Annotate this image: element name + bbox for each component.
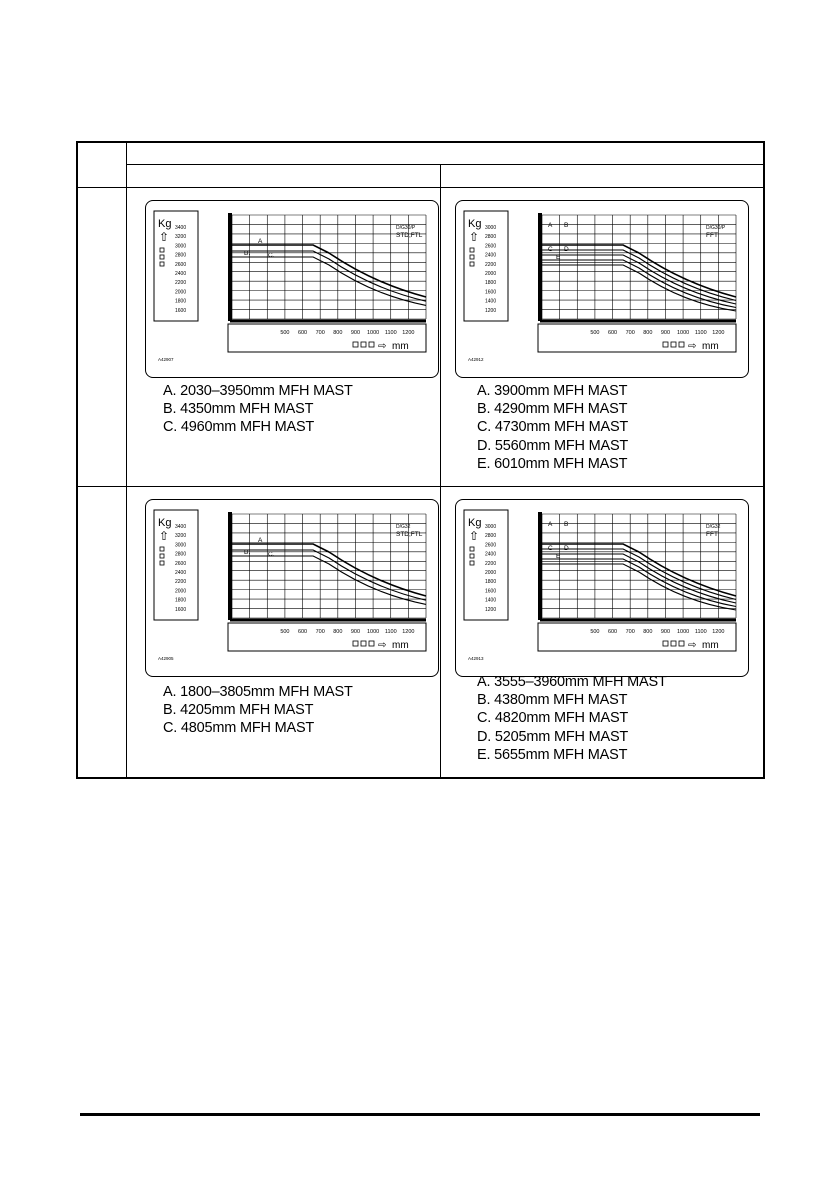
legend-item: B. 4290mm MFH MAST — [477, 401, 628, 418]
chart-code: A42913 — [468, 656, 484, 661]
y-tick-label: 3000 — [485, 225, 497, 231]
y-tick-label: 1800 — [175, 597, 187, 604]
y-tick-label: 2000 — [175, 289, 187, 296]
mast-type-label: FFT — [706, 232, 718, 239]
x-tick-label: 600 — [297, 330, 308, 336]
chart-panel — [455, 499, 749, 677]
curve-label: A — [258, 238, 263, 245]
y-tick-label: 2400 — [175, 271, 187, 277]
chart-legend — [163, 683, 353, 738]
y-direction-box-icon — [470, 561, 474, 565]
curve-label: C. — [268, 252, 275, 259]
y-tick-label: 2200 — [485, 560, 497, 567]
y-tick-label: 1600 — [175, 606, 187, 613]
x-direction-box-icon — [369, 342, 374, 347]
legend-item: B. 4350mm MFH MAST — [163, 401, 314, 418]
chart-legend — [477, 673, 667, 764]
x-tick-label: 500 — [590, 629, 600, 635]
y-direction-box-icon — [160, 554, 164, 558]
legend-item: A. 3555–3960mm MFH MAST — [477, 674, 667, 690]
capacity-curve — [232, 550, 426, 600]
y-tick-label: 2600 — [175, 560, 187, 567]
y-tick-label: 1600 — [485, 588, 497, 595]
y-direction-box-icon — [160, 561, 164, 565]
chart-legend — [477, 382, 628, 473]
x-axis-unit: mm — [702, 640, 719, 651]
header-divider — [126, 164, 763, 165]
y-axis-unit: Kg — [158, 218, 172, 230]
x-tick-label: 500 — [590, 330, 600, 336]
x-tick-label: 600 — [297, 629, 308, 635]
y-tick-label: 2800 — [175, 252, 187, 259]
chart-code: A42905 — [158, 656, 174, 661]
curve-label: B — [564, 222, 569, 229]
y-tick-label: 2400 — [485, 551, 497, 558]
x-tick-label: 1000 — [366, 330, 380, 336]
y-tick-label: 1800 — [175, 298, 187, 305]
y-direction-box-icon — [470, 262, 474, 266]
x-direction-box-icon — [353, 342, 358, 347]
y-tick-label: 1400 — [485, 298, 497, 305]
x-tick-label: 600 — [607, 330, 618, 336]
capacity-curve — [542, 250, 736, 301]
chart-cell-3 — [127, 487, 440, 777]
x-direction-box-icon — [361, 342, 366, 347]
right-arrow-icon: ⇨ — [378, 640, 387, 651]
curve-label: A — [548, 521, 553, 528]
up-arrow-icon: ⇧ — [159, 529, 170, 543]
right-arrow-icon: ⇨ — [688, 341, 697, 352]
load-chart — [456, 500, 750, 678]
y-direction-box-icon — [470, 248, 474, 252]
curve-label: B. — [244, 549, 251, 556]
x-tick-label: 800 — [333, 330, 343, 336]
legend-item: B. 4205mm MFH MAST — [163, 702, 314, 719]
footer-rule — [80, 1113, 760, 1116]
y-tick-label: 3200 — [175, 533, 187, 540]
x-tick-label: 800 — [333, 629, 343, 635]
y-tick-label: 2600 — [175, 261, 187, 268]
y-tick-label: 2200 — [175, 280, 187, 287]
y-axis-unit: Kg — [468, 517, 482, 529]
x-axis-unit: mm — [392, 341, 409, 352]
y-axis-unit: Kg — [468, 218, 482, 230]
curve-label: E — [556, 553, 561, 560]
chart-code: A42912 — [468, 357, 484, 362]
legend-item: E. 6010mm MFH MAST — [477, 455, 628, 472]
x-tick-label: 1200 — [402, 629, 415, 635]
y-tick-label: 3000 — [175, 542, 187, 549]
chart-cell-2 — [441, 188, 763, 486]
x-direction-box-icon — [663, 342, 668, 347]
curve-label: D — [564, 246, 569, 253]
y-tick-label: 2200 — [485, 261, 497, 268]
x-direction-box-icon — [671, 641, 676, 646]
y-tick-label: 2600 — [485, 243, 497, 250]
x-tick-label: 900 — [350, 330, 361, 336]
x-tick-label: 500 — [280, 629, 290, 635]
legend-item: C. 4805mm MFH MAST — [163, 720, 315, 737]
x-tick-label: 1200 — [402, 330, 415, 336]
model-label: D/G32 — [706, 524, 721, 530]
y-tick-label: 2600 — [485, 542, 497, 549]
up-arrow-icon: ⇧ — [159, 230, 170, 244]
x-tick-label: 700 — [315, 629, 325, 635]
y-tick-label: 3000 — [175, 243, 187, 250]
y-tick-label: 1800 — [485, 280, 497, 287]
model-label: D/G32 — [396, 524, 411, 530]
curve-label: C. — [268, 551, 275, 558]
x-tick-label: 1200 — [712, 330, 725, 336]
x-tick-label: 900 — [350, 629, 361, 635]
up-arrow-icon: ⇧ — [469, 529, 480, 543]
y-tick-label: 2000 — [485, 570, 497, 576]
y-tick-label: 1800 — [485, 579, 497, 586]
y-direction-box-icon — [470, 554, 474, 558]
y-direction-box-icon — [160, 547, 164, 551]
curve-label: C — [548, 545, 553, 552]
y-tick-label: 1400 — [485, 597, 497, 604]
x-tick-label: 500 — [280, 330, 290, 336]
chart-legend — [163, 382, 353, 437]
x-tick-label: 1100 — [384, 330, 397, 336]
capacity-curve — [232, 251, 426, 301]
legend-item: D. 5205mm MFH MAST — [477, 728, 629, 745]
x-tick-label: 800 — [643, 330, 653, 336]
y-direction-box-icon — [160, 262, 164, 266]
capacity-curve — [542, 549, 736, 600]
legend-item: A. 1800–3805mm MFH MAST — [163, 684, 353, 700]
y-tick-label: 3400 — [175, 524, 187, 530]
y-tick-label: 3400 — [175, 225, 187, 231]
x-direction-box-icon — [663, 641, 668, 646]
x-tick-label: 1100 — [694, 629, 707, 635]
legend-item: C. 4960mm MFH MAST — [163, 419, 315, 436]
load-chart — [146, 201, 440, 379]
chart-panel — [145, 200, 439, 378]
x-tick-label: 600 — [607, 629, 618, 635]
chart-cell-1 — [127, 188, 440, 486]
y-tick-label: 2800 — [485, 533, 497, 540]
y-tick-label: 2400 — [175, 570, 187, 576]
x-tick-label: 1000 — [366, 629, 380, 635]
mast-type-label: STD,FTL — [396, 531, 423, 538]
x-tick-label: 1200 — [712, 629, 725, 635]
x-axis-unit: mm — [702, 341, 719, 352]
load-chart — [146, 500, 440, 678]
y-tick-label: 3200 — [175, 234, 187, 241]
chart-panel — [145, 499, 439, 677]
right-arrow-icon: ⇨ — [378, 341, 387, 352]
model-label: D/G30/P — [396, 225, 416, 231]
x-direction-box-icon — [369, 641, 374, 646]
legend-item: C. 4820mm MFH MAST — [477, 710, 629, 727]
x-direction-box-icon — [671, 342, 676, 347]
x-axis-unit: mm — [392, 640, 409, 651]
legend-item: B. 4380mm MFH MAST — [477, 692, 628, 709]
y-tick-label: 2000 — [485, 271, 497, 277]
x-tick-label: 1000 — [676, 629, 690, 635]
up-arrow-icon: ⇧ — [469, 230, 480, 244]
x-direction-box-icon — [361, 641, 366, 646]
y-tick-label: 2400 — [485, 252, 497, 259]
legend-item: A. 2030–3950mm MFH MAST — [163, 383, 353, 399]
load-chart — [456, 201, 750, 379]
curve-label: B — [564, 521, 569, 528]
y-tick-label: 1600 — [485, 289, 497, 296]
x-direction-box-icon — [679, 342, 684, 347]
curve-label: C — [548, 246, 553, 253]
mast-type-label: FFT — [706, 531, 718, 538]
chart-panel — [455, 200, 749, 378]
y-tick-label: 2800 — [485, 234, 497, 241]
x-direction-box-icon — [353, 641, 358, 646]
x-tick-label: 700 — [625, 330, 635, 336]
y-tick-label: 3000 — [485, 524, 497, 530]
model-label: D/G30/P — [706, 225, 726, 231]
curve-label: A — [258, 537, 263, 544]
x-tick-label: 900 — [660, 629, 671, 635]
x-tick-label: 900 — [660, 330, 671, 336]
x-tick-label: 700 — [625, 629, 635, 635]
legend-item: E. 5655mm MFH MAST — [477, 746, 628, 763]
y-direction-box-icon — [160, 248, 164, 252]
capacity-table — [76, 141, 765, 779]
legend-item: D. 5560mm MFH MAST — [477, 437, 629, 454]
right-arrow-icon: ⇨ — [688, 640, 697, 651]
y-tick-label: 2000 — [175, 588, 187, 595]
y-axis-unit: Kg — [158, 517, 172, 529]
x-tick-label: 1100 — [694, 330, 707, 336]
x-tick-label: 1100 — [384, 629, 397, 635]
curve-label: B. — [244, 250, 251, 257]
mast-type-label: STD,FTL — [396, 232, 423, 239]
x-tick-label: 1000 — [676, 330, 690, 336]
y-tick-label: 1600 — [175, 307, 187, 314]
y-tick-label: 2200 — [175, 579, 187, 586]
y-direction-box-icon — [470, 255, 474, 259]
chart-cell-4 — [441, 487, 763, 777]
x-tick-label: 700 — [315, 330, 325, 336]
y-tick-label: 2800 — [175, 551, 187, 558]
y-direction-box-icon — [160, 255, 164, 259]
x-direction-box-icon — [679, 641, 684, 646]
curve-label: A — [548, 222, 553, 229]
x-tick-label: 800 — [643, 629, 653, 635]
y-tick-label: 1200 — [485, 307, 497, 314]
curve-label: D — [564, 545, 569, 552]
legend-item: A. 3900mm MFH MAST — [477, 383, 628, 399]
curve-label: E — [556, 254, 561, 261]
y-direction-box-icon — [470, 547, 474, 551]
y-tick-label: 1200 — [485, 606, 497, 613]
chart-code: A42907 — [158, 357, 174, 362]
legend-item: C. 4730mm MFH MAST — [477, 419, 629, 436]
